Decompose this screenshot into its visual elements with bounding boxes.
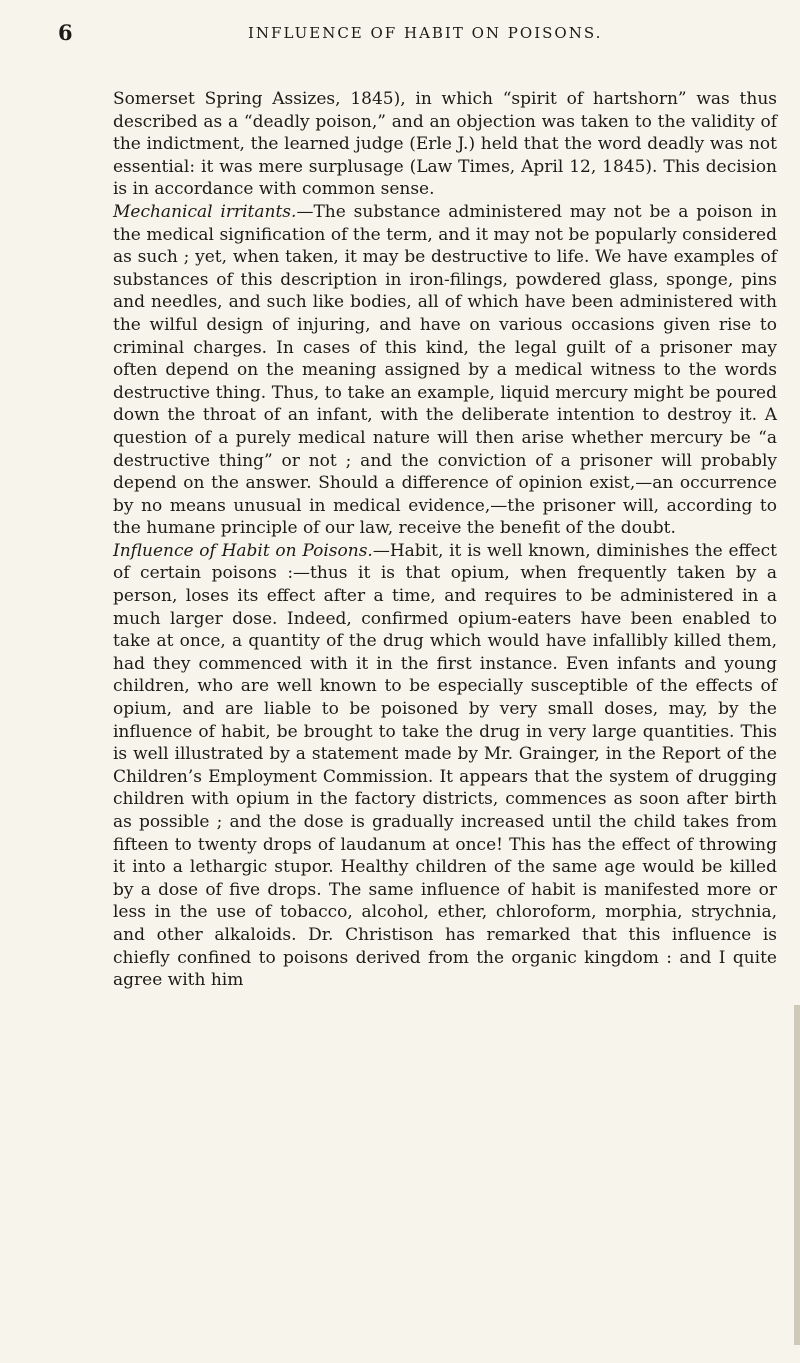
body-text: [113, 88, 777, 992]
paragraph-2-text: —The substance administered may not be a poison in the medical signification of the term, and it may not be popularly considered as such ; yet, when taken, it may be destructive to life. We have examples of substances of this description in iron-filings, powdered glass, sponge, pins and needles, and such like bodies, all of which have been administered with the wilful design of injuring, and have on various occasions given rise to criminal charges. In cases of this kind, the legal guilt of a prisoner may often depend on the meaning assigned by a medical witness to the words destructive thing. Thus, to take an example, liquid mercury might be poured down the throat of an infant, with the deliberate intention to destroy it. A question of a purely medical nature will then arise whether mercury be “a destructive thing” or not ; and the conviction of a prisoner will probably depend on the answer. Should a difference of opinion exist,—an occurrence by no means unusual in medical evidence,—the prisoner will, according to the humane principle of our law, receive the benefit of the doubt.: [113, 201, 777, 539]
paragraph-2: [113, 201, 777, 540]
paragraph-1: [113, 88, 777, 201]
page-edge-shadow: [794, 1005, 800, 1345]
paragraph-3-text: —Habit, it is well known, diminishes the effect of certain poisons :—thus it is that opium, when frequently taken by a person, loses its effect after a time, and requires to be administered in a much larger dose. Indeed, confirmed opium-eaters have been enabled to take at once, a quantity of the drug which would have infallibly killed them, had they commenced with it in the first instance. Even infants and young children, who are well known to be especially susceptible of the effects of opium, and are liable to be poisoned by very small doses, may, by the influence of habit, be brought to take the drug in very large quantities. This is well illustrated by a statement made by Mr. Grainger, in the Report of the Children’s Employment Commission. It appears that the system of drugging children with opium in the factory districts, commences as soon after birth as possible ; and the dose is gradually increased until the child takes from fifteen to twenty drops of laudanum at once! This has the effect of throwing it into a lethargic stupor. Healthy children of the same age would be killed by a dose of five drops. The same influence of habit is manifested more or less in the use of tobacco, alcohol, ether, chloroform, morphia, strychnia, and other alkaloids. Dr. Christison has remarked that this influence is chiefly confined to poisons derived from the organic kingdom : and I quite agree with him: [113, 540, 778, 991]
paragraph-3: [113, 540, 777, 992]
paragraph-1-text: Somerset Spring Assizes, 1845), in which “spirit of hartshorn” was thus described as a “deadly poison,” and an objection was taken to the validity of the indictment, the learned judge (Erle J.) held that the word deadly was not essential: it was mere surplusage (Law Times, April 12, 1845). This decision is in accordance with common sense.: [113, 89, 777, 200]
paragraph-3-heading: Influence of Habit on Poisons.: [113, 540, 373, 561]
page-number: 6: [58, 20, 73, 45]
page-header: [58, 20, 760, 46]
running-title: INFLUENCE OF HABIT ON POISONS.: [248, 24, 603, 42]
paragraph-2-heading: Mechanical irritants.: [113, 201, 297, 222]
